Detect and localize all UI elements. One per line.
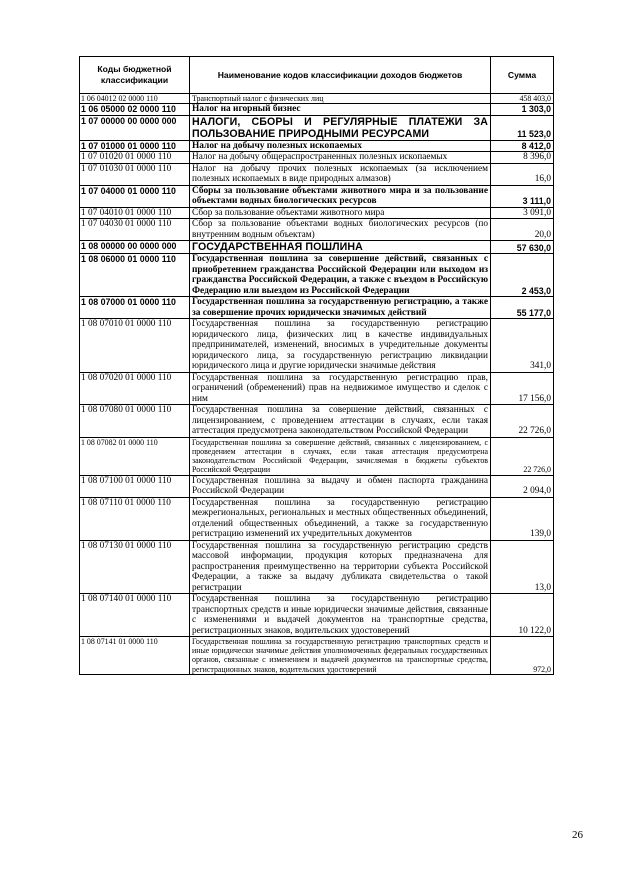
row-sum: 2 453,0	[491, 254, 554, 297]
row-name: Сбор за пользование объектами животного мира	[190, 207, 491, 219]
row-name: Государственная пошлина за совершение действий, связанных с приобретением гражданства Российской Федерации или выходом из гражданства Российской Федерации, а также с въездом в Российскую Федерацию или выездом из Российской Федерации	[190, 254, 491, 297]
row-code: 1 08 07010 01 0000 110	[80, 319, 190, 373]
row-sum: 3 111,0	[491, 185, 554, 207]
row-sum: 13,0	[491, 540, 554, 594]
row-name: Государственная пошлина за государственную регистрацию межрегиональных, региональных и местных общественных объединений, отделений общественных объединений, а также за государственную регистрацию изменений их учредительных документов	[190, 497, 491, 540]
row-sum: 11 523,0	[491, 115, 554, 140]
row-sum: 16,0	[491, 163, 554, 185]
row-code: 1 06 05000 02 0000 110	[80, 104, 190, 116]
table-row	[80, 241, 554, 254]
table-row	[80, 219, 554, 241]
table-body	[80, 94, 554, 675]
table-row	[80, 254, 554, 297]
row-name: Государственная пошлина за государственную регистрацию юридического лица, физических лиц в качестве индивидуальных предпринимателей, изменений, вносимых в учредительные документы юридического лица, за государственную регистрацию ликвидации юридического лица и другие юридически значимые действия	[190, 319, 491, 373]
row-code: 1 08 06000 01 0000 110	[80, 254, 190, 297]
row-sum: 17 156,0	[491, 372, 554, 405]
row-code: 1 07 01000 01 0000 110	[80, 140, 190, 152]
table-row	[80, 163, 554, 185]
header-names: Наименование кодов классификации доходов бюджетов	[190, 57, 491, 94]
row-sum: 10 122,0	[491, 594, 554, 637]
row-sum: 8 412,0	[491, 140, 554, 152]
row-sum: 458 403,0	[491, 94, 554, 104]
header-sum: Сумма	[491, 57, 554, 94]
table-row	[80, 104, 554, 116]
row-sum: 22 726,0	[491, 405, 554, 438]
row-code: 1 08 07141 01 0000 110	[80, 637, 190, 675]
row-sum: 22 726,0	[491, 437, 554, 475]
row-name: Государственная пошлина за государственную регистрацию прав, ограничений (обременений) прав на недвижимое имущество и сделок с ним	[190, 372, 491, 405]
table-row	[80, 94, 554, 104]
table-row	[80, 207, 554, 219]
row-sum: 139,0	[491, 497, 554, 540]
table-row	[80, 152, 554, 164]
row-code: 1 07 01030 01 0000 110	[80, 163, 190, 185]
row-name: Налог на добычу общераспространенных полезных ископаемых	[190, 152, 491, 164]
table-row	[80, 185, 554, 207]
table-row	[80, 437, 554, 475]
budget-revenue-table	[79, 56, 554, 675]
table-row	[80, 475, 554, 497]
row-code: 1 08 07140 01 0000 110	[80, 594, 190, 637]
row-sum: 341,0	[491, 319, 554, 373]
table-row	[80, 405, 554, 438]
row-name: Государственная пошлина за выдачу и обмен паспорта гражданина Российской Федерации	[190, 475, 491, 497]
row-code: 1 06 04012 02 0000 110	[80, 94, 190, 104]
row-name: Транспортный налог с физических лиц	[190, 94, 491, 104]
row-code: 1 07 04000 01 0000 110	[80, 185, 190, 207]
row-name: Сборы за пользование объектами животного мира и за пользование объектами водных биологических ресурсов	[190, 185, 491, 207]
row-name: Налог на игорный бизнес	[190, 104, 491, 116]
table-row	[80, 319, 554, 373]
row-name: Налог на добычу прочих полезных ископаемых (за исключением полезных ископаемых в виде природных алмазов)	[190, 163, 491, 185]
row-code: 1 08 07080 01 0000 110	[80, 405, 190, 438]
row-sum: 8 396,0	[491, 152, 554, 164]
row-name: НАЛОГИ, СБОРЫ И РЕГУЛЯРНЫЕ ПЛАТЕЖИ ЗА ПОЛЬЗОВАНИЕ ПРИРОДНЫМИ РЕСУРСАМИ	[190, 115, 491, 140]
table-row	[80, 594, 554, 637]
row-name: Государственная пошлина за государственную регистрацию транспортных средств и иные юридически значимые действия уполномоченных федеральных государственных органов, связанные с изменением и выдачей документов на транспортные средства, регистрационных знаков, водительских удостоверений	[190, 637, 491, 675]
row-code: 1 08 07020 01 0000 110	[80, 372, 190, 405]
row-code: 1 08 07082 01 0000 110	[80, 437, 190, 475]
row-name: Государственная пошлина за совершение действий, связанных с лицензированием, с проведением аттестации в случаях, если такая аттестация предусмотрена законодательством Российской Федерации, зачисляемая в бюджеты субъектов Российской Федерации	[190, 437, 491, 475]
row-sum: 2 094,0	[491, 475, 554, 497]
row-sum: 55 177,0	[491, 297, 554, 319]
row-sum: 972,0	[491, 637, 554, 675]
table-row	[80, 140, 554, 152]
row-code: 1 07 01020 01 0000 110	[80, 152, 190, 164]
header-codes: Коды бюджетной классификации	[80, 57, 190, 94]
table-row	[80, 297, 554, 319]
row-code: 1 08 07130 01 0000 110	[80, 540, 190, 594]
row-sum: 20,0	[491, 219, 554, 241]
row-name: Государственная пошлина за государственную регистрацию средств массовой информации, продукция которых предназначена для распространения преимущественно на территории субъекта Российской Федерации, а также за выдачу дубликата свидетельства о такой регистрации	[190, 540, 491, 594]
row-code: 1 08 07110 01 0000 110	[80, 497, 190, 540]
row-code: 1 07 04030 01 0000 110	[80, 219, 190, 241]
table-row	[80, 637, 554, 675]
row-name: ГОСУДАРСТВЕННАЯ ПОШЛИНА	[190, 241, 491, 254]
table-row	[80, 497, 554, 540]
row-code: 1 08 07000 01 0000 110	[80, 297, 190, 319]
table-row	[80, 372, 554, 405]
row-name: Налог на добычу полезных ископаемых	[190, 140, 491, 152]
row-code: 1 08 07100 01 0000 110	[80, 475, 190, 497]
row-sum: 57 630,0	[491, 241, 554, 254]
row-sum: 1 303,0	[491, 104, 554, 116]
table-row	[80, 540, 554, 594]
row-sum: 3 091,0	[491, 207, 554, 219]
page-number: 26	[572, 829, 583, 841]
row-name: Государственная пошлина за совершение действий, связанных с лицензированием, с проведением аттестации в случаях, если такая аттестация предусмотрена законодательством Российской Федерации	[190, 405, 491, 438]
row-name: Государственная пошлина за государственную регистрацию транспортных средств и иные юридически значимые действия, связанные с изменениями и выдачей документов на транспортные средства, регистрационных знаков, водительских удостоверений	[190, 594, 491, 637]
row-code: 1 07 00000 00 0000 000	[80, 115, 190, 140]
row-name: Сбор за пользование объектами водных биологических ресурсов (по внутренним водным объектам)	[190, 219, 491, 241]
row-code: 1 08 00000 00 0000 000	[80, 241, 190, 254]
budget-revenue-table-sheet	[79, 56, 553, 675]
table-row	[80, 115, 554, 140]
row-code: 1 07 04010 01 0000 110	[80, 207, 190, 219]
row-name: Государственная пошлина за государственную регистрацию, а также за совершение прочих юридически значимых действий	[190, 297, 491, 319]
table-header-row	[80, 57, 554, 94]
